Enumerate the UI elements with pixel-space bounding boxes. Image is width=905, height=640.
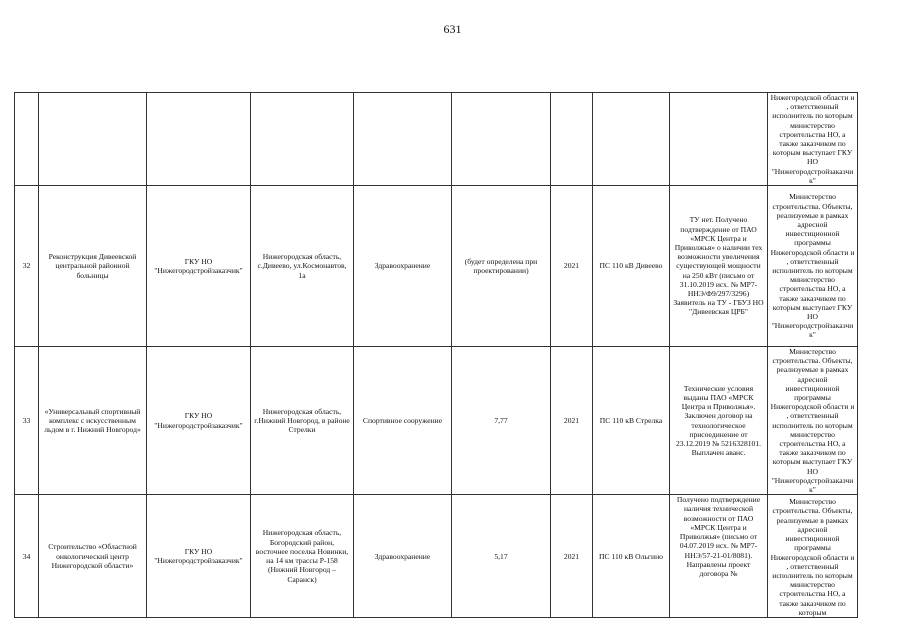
cell-substation: ПС 110 кВ Стрелка [593, 347, 670, 495]
cell-customer: ГКУ НО "Нижегородстройзаказчик" [147, 347, 251, 495]
cell-year: 2021 [551, 495, 593, 618]
cell-year: 2021 [551, 347, 593, 495]
cell-responsible: Нижегородской области и , ответственный исполнитель по которым министерство строительства НО, а также заказчиком по которым выступает ГКУ НО "Нижегородстройзаказчик" [768, 93, 858, 186]
cell-tech-conditions [670, 93, 768, 186]
cell-responsible: Министерство строительства. Объекты, реализуемые в рамках адресной инвестиционной программы Нижегородской области и , ответственный исполнитель по которым министерство строительства НО, а также заказчиком по которым [768, 495, 858, 618]
cell-location: Нижегородская область, г.Нижний Новгород, в районе Стрелки [251, 347, 354, 495]
cell-tech-conditions: Технические условия выданы ПАО «МРСК Центра и Приволжья». Заключен договор на технологическое присоединение от 23.12.2019 № 5216328101. Выплачен аванс. [670, 347, 768, 495]
cell-responsible: Министерство строительства. Объекты, реализуемые в рамках адресной инвестиционной программы Нижегородской области и , ответственный исполнитель по которым министерство строительства НО, а также заказчиком по которым выступает ГКУ НО "Нижегородстройзаказчик" [768, 186, 858, 347]
cell-capacity: (будет определена при проектировании) [452, 186, 551, 347]
cell-num: 33 [15, 347, 39, 495]
cell-num [15, 93, 39, 186]
cell-tech-conditions: Получено подтверждение наличия технической возможности от ПАО «МРСК Центра и Приволжья» (письмо от 04.07.2019 исх. № МР7-ННЭ/57-21-01/8081). Направлены проект договора № [670, 495, 768, 618]
cell-num: 34 [15, 495, 39, 618]
cell-tech-conditions: ТУ нет. Получено подтверждение от ПАО «МРСК Центра и Приволжья» о наличии тех возможности увеличения существующей мощности на 250 кВт (письмо от 31.10.2019 исх. № МР7-ННЭ/Ф9/297/3296) Заявитель на ТУ - ГБУЗ НО "Дивеевская ЦРБ" [670, 186, 768, 347]
table-row [15, 495, 858, 618]
cell-substation: ПС 110 кВ Ольгино [593, 495, 670, 618]
cell-name [39, 93, 147, 186]
cell-category: Здравоохранение [354, 186, 452, 347]
cell-category: Спортивное сооружение [354, 347, 452, 495]
table-row [15, 93, 858, 186]
table-row [15, 186, 858, 347]
cell-num: 32 [15, 186, 39, 347]
cell-name: Реконструкция Дивеевской центральной районной больницы [39, 186, 147, 347]
cell-location: Нижегородская область, с.Дивеево, ул.Космонавтов, 1а [251, 186, 354, 347]
cell-location: Нижегородская область, Богородский район, восточнее поселка Новинки, на 14 км трассы Р-158 (Нижний Новгород – Саранск) [251, 495, 354, 618]
cell-customer: ГКУ НО "Нижегородстройзаказчик" [147, 186, 251, 347]
cell-capacity: 7,77 [452, 347, 551, 495]
cell-substation [593, 93, 670, 186]
cell-category: Здравоохранение [354, 495, 452, 618]
cell-responsible: Министерство строительства. Объекты, реализуемые в рамках адресной инвестиционной программы Нижегородской области и , ответственный исполнитель по которым министерство строительства НО, а также заказчиком по которым выступает ГКУ НО "Нижегородстройзаказчик" [768, 347, 858, 495]
cell-name: Строительство «Областной онкологический центр Нижегородской области» [39, 495, 147, 618]
cell-capacity [452, 93, 551, 186]
cell-name: «Универсальный спортивный комплекс с искусственным льдом в г. Нижний Новгород» [39, 347, 147, 495]
cell-customer: ГКУ НО "Нижегородстройзаказчик" [147, 495, 251, 618]
projects-table [14, 92, 858, 618]
cell-customer [147, 93, 251, 186]
page-number: 631 [443, 22, 462, 36]
cell-category [354, 93, 452, 186]
cell-substation: ПС 110 кВ Дивеево [593, 186, 670, 347]
cell-year [551, 93, 593, 186]
cell-location [251, 93, 354, 186]
cell-capacity: 5,17 [452, 495, 551, 618]
table-row [15, 347, 858, 495]
cell-year: 2021 [551, 186, 593, 347]
